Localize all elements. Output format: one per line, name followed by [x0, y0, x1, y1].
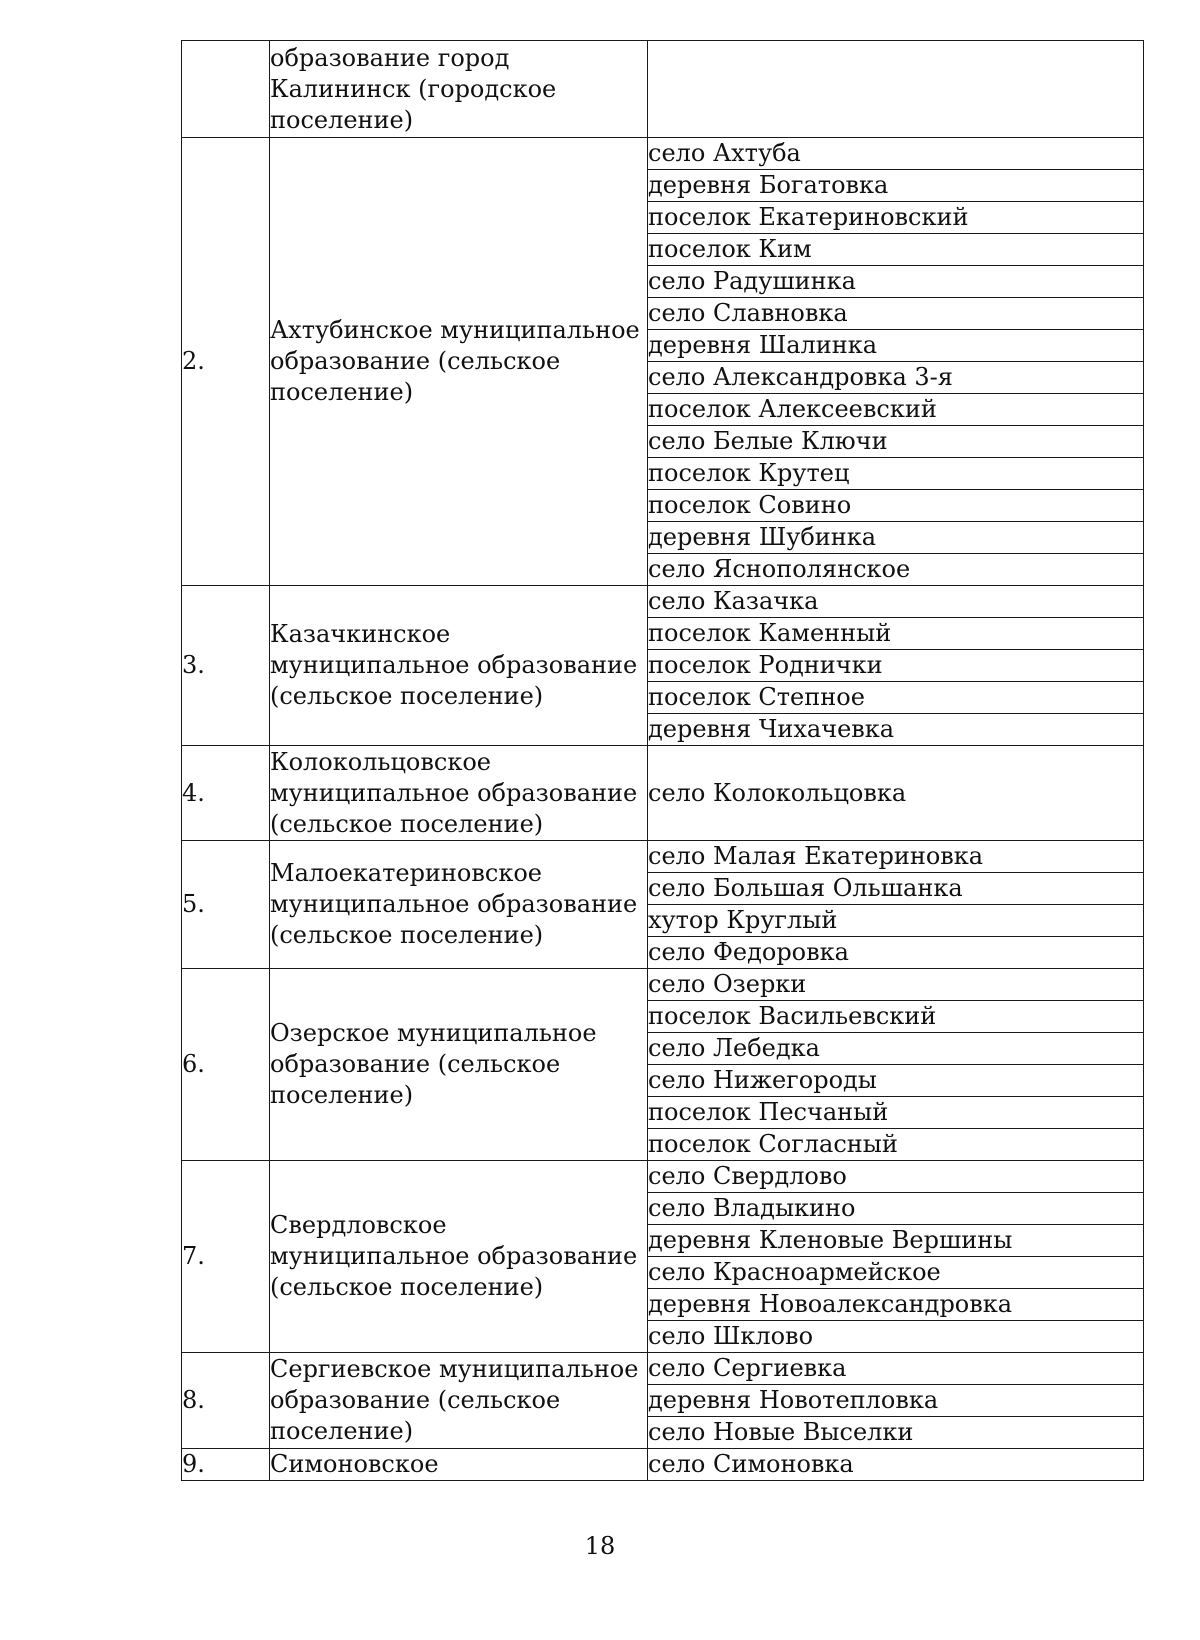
- municipality-name: Ахтубинское муниципальное образование (сельское поселение): [270, 138, 648, 586]
- table-row: [182, 841, 1144, 873]
- row-number: 3.: [182, 586, 270, 746]
- settlement-cell: поселок Степное: [648, 682, 1144, 714]
- settlement-cell: село Ахтуба: [648, 138, 1144, 170]
- row-number: 8.: [182, 1353, 270, 1449]
- table-row: [182, 1161, 1144, 1193]
- table-row: [182, 969, 1144, 1001]
- settlement-cell: село Федоровка: [648, 937, 1144, 969]
- settlement-cell: село Казачка: [648, 586, 1144, 618]
- row-number: 7.: [182, 1161, 270, 1353]
- settlement-cell: поселок Каменный: [648, 618, 1144, 650]
- settlement-cell: село Колокольцовка: [648, 746, 1144, 841]
- row-number: 5.: [182, 841, 270, 969]
- row-number: 2.: [182, 138, 270, 586]
- table-body: [182, 41, 1144, 1481]
- table-row: [182, 41, 1144, 138]
- settlement-cell: поселок Васильевский: [648, 1001, 1144, 1033]
- settlement-cell: поселок Крутец: [648, 458, 1144, 490]
- settlement-cell: село Сергиевка: [648, 1353, 1144, 1385]
- settlement-cell: село Большая Ольшанка: [648, 873, 1144, 905]
- settlement-cell: село Лебедка: [648, 1033, 1144, 1065]
- table-row: [182, 1449, 1144, 1481]
- settlement-cell: село Яснополянское: [648, 554, 1144, 586]
- settlement-cell: село Радушинка: [648, 266, 1144, 298]
- settlement-cell: деревня Богатовка: [648, 170, 1144, 202]
- settlement-cell: село Красноармейское: [648, 1257, 1144, 1289]
- table-row: [182, 138, 1144, 170]
- settlement-cell: деревня Новотепловка: [648, 1385, 1144, 1417]
- settlements-table: [181, 40, 1144, 1481]
- settlement-cell: село Владыкино: [648, 1193, 1144, 1225]
- settlement-cell: село Нижегороды: [648, 1065, 1144, 1097]
- settlement-cell: поселок Ким: [648, 234, 1144, 266]
- settlement-cell: деревня Кленовые Вершины: [648, 1225, 1144, 1257]
- settlement-cell: село Озерки: [648, 969, 1144, 1001]
- settlement-cell: село Славновка: [648, 298, 1144, 330]
- row-number: [182, 41, 270, 138]
- settlement-cell: село Свердлово: [648, 1161, 1144, 1193]
- settlement-cell: деревня Шалинка: [648, 330, 1144, 362]
- settlement-cell: село Малая Екатериновка: [648, 841, 1144, 873]
- municipality-name: Колокольцовское муниципальное образование (сельское поселение): [270, 746, 648, 841]
- settlement-cell: поселок Алексеевский: [648, 394, 1144, 426]
- table-row: [182, 1353, 1144, 1385]
- row-number: 9.: [182, 1449, 270, 1481]
- row-number: 6.: [182, 969, 270, 1161]
- municipality-name: образование город Калининск (городское поселение): [270, 41, 648, 138]
- settlement-cell: село Симоновка: [648, 1449, 1144, 1481]
- settlement-cell: поселок Песчаный: [648, 1097, 1144, 1129]
- settlement-cell: село Белые Ключи: [648, 426, 1144, 458]
- settlement-cell: хутор Круглый: [648, 905, 1144, 937]
- settlement-cell: село Новые Выселки: [648, 1417, 1144, 1449]
- settlement-cell: поселок Роднички: [648, 650, 1144, 682]
- settlement-cell: поселок Совино: [648, 490, 1144, 522]
- row-number: 4.: [182, 746, 270, 841]
- settlement-cell: деревня Чихачевка: [648, 714, 1144, 746]
- municipality-name: Казачкинское муниципальное образование (сельское поселение): [270, 586, 648, 746]
- settlement-cell: село Шклово: [648, 1321, 1144, 1353]
- municipality-name: Симоновское: [270, 1449, 648, 1481]
- municipality-name: Свердловское муниципальное образование (сельское поселение): [270, 1161, 648, 1353]
- table-row: [182, 746, 1144, 841]
- settlement-cell: деревня Новоалександровка: [648, 1289, 1144, 1321]
- municipality-name: Сергиевское муниципальное образование (сельское поселение): [270, 1353, 648, 1449]
- settlement-cell: село Александровка 3-я: [648, 362, 1144, 394]
- table-row: [182, 586, 1144, 618]
- settlement-cell: поселок Екатериновский: [648, 202, 1144, 234]
- page-number: 18: [584, 1532, 616, 1560]
- municipality-name: Малоекатериновское муниципальное образование (сельское поселение): [270, 841, 648, 969]
- settlement-cell: [648, 41, 1144, 138]
- settlement-cell: поселок Согласный: [648, 1129, 1144, 1161]
- municipality-name: Озерское муниципальное образование (сельское поселение): [270, 969, 648, 1161]
- settlement-cell: деревня Шубинка: [648, 522, 1144, 554]
